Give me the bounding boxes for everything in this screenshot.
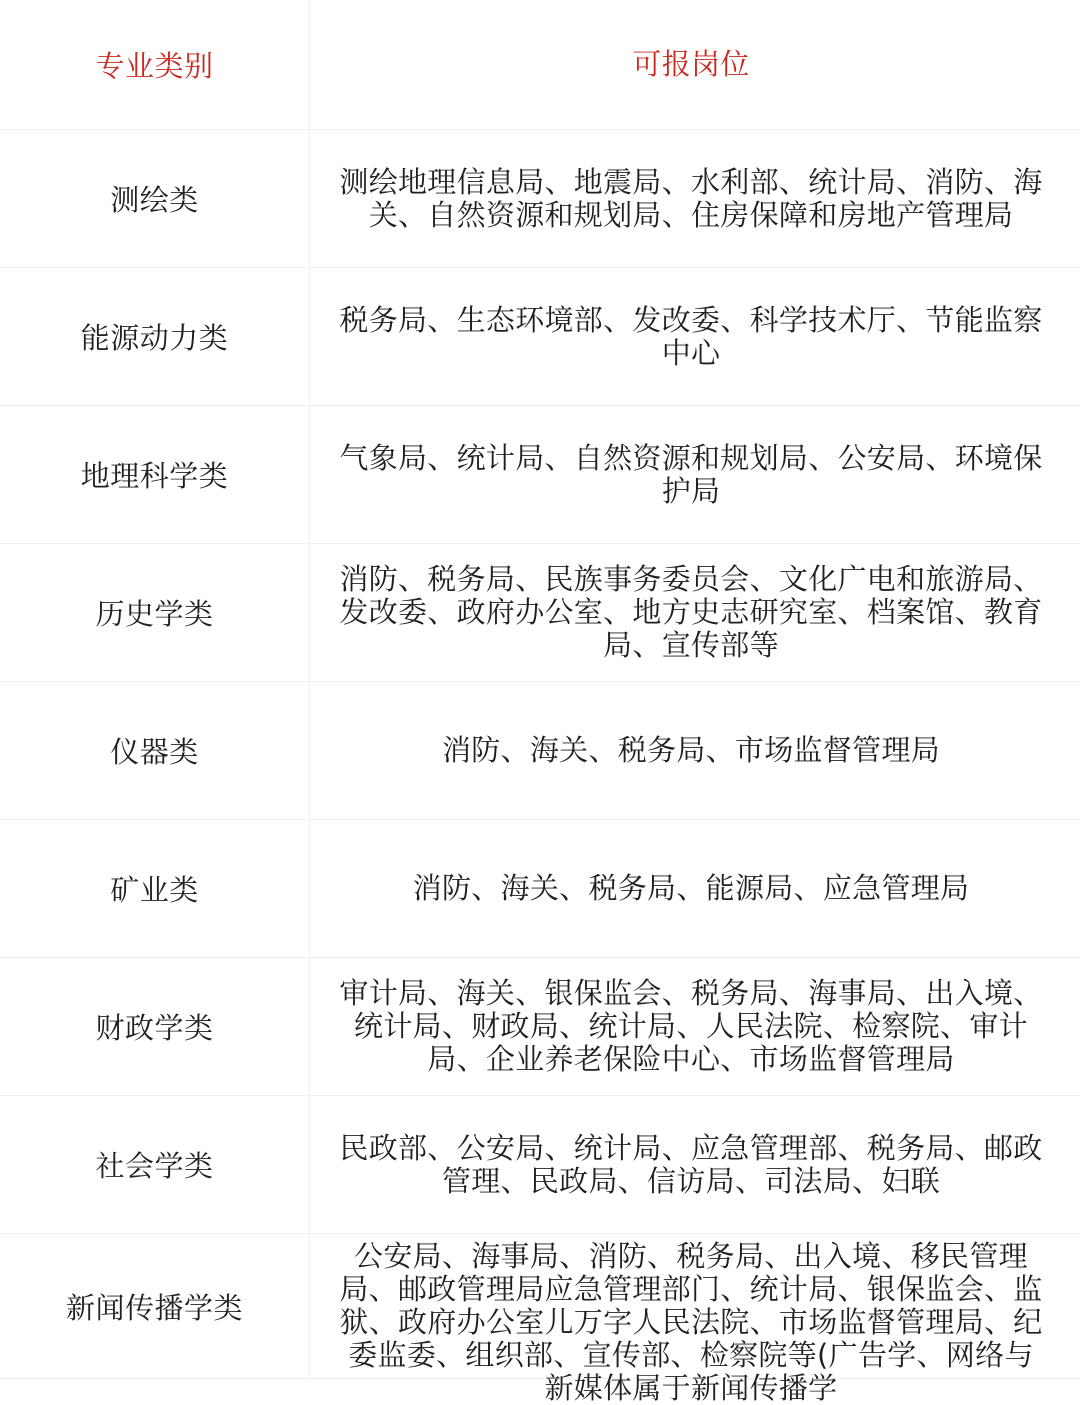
positions-text: 测绘地理信息局、地震局、水利部、统计局、消防、海关、自然资源和规划局、住房保障和房地产管理局 xyxy=(339,164,1043,232)
positions-text: 审计局、海关、银保监会、税务局、海事局、出入境、统计局、财政局、统计局、人民法院、检察院、审计局、企业养老保险中心、市场监督管理局 xyxy=(339,976,1043,1076)
table-row-positions xyxy=(310,544,1080,682)
table-row-category xyxy=(0,406,310,544)
table-row-positions xyxy=(310,1096,1080,1234)
table-row-positions xyxy=(310,1234,1080,1405)
table-row-positions xyxy=(310,682,1080,820)
table-row-positions xyxy=(310,820,1080,958)
table-row-category xyxy=(0,820,310,958)
table-row-category xyxy=(0,1234,310,1379)
category-label: 新闻传播学类 xyxy=(65,1290,243,1325)
category-label: 社会学类 xyxy=(95,1149,214,1183)
table-row-category xyxy=(0,268,310,406)
table-row-category xyxy=(0,958,310,1096)
positions-text: 税务局、生态环境部、发改委、科学技术厅、节能监察中心 xyxy=(339,302,1043,370)
category-label: 财政学类 xyxy=(95,1011,214,1045)
table-row-positions xyxy=(310,268,1080,406)
header-positions xyxy=(310,0,1080,130)
table-row-category xyxy=(0,544,310,682)
category-label: 历史学类 xyxy=(95,597,214,631)
header-category xyxy=(0,0,310,130)
table-row-category xyxy=(0,130,310,268)
category-label: 矿业类 xyxy=(110,873,199,907)
category-label: 仪器类 xyxy=(110,735,199,769)
header-category-label: 专业类别 xyxy=(95,49,214,83)
positions-text: 公安局、海事局、消防、税务局、出入境、移民管理局、邮政管理局应急管理部门、统计局、银保监会、监狱、政府办公室儿万字人民法院、市场监督管理局、纪委监委、组织部、宣传部、检察院等(广告学、网络与新媒体属于新闻传播学 xyxy=(339,1239,1043,1405)
table-row-positions xyxy=(310,406,1080,544)
positions-text: 气象局、统计局、自然资源和规划局、公安局、环境保护局 xyxy=(339,440,1043,508)
table-row-positions xyxy=(310,130,1080,268)
positions-text: 民政部、公安局、统计局、应急管理部、税务局、邮政管理、民政局、信访局、司法局、妇联 xyxy=(339,1130,1043,1198)
table-row-category xyxy=(0,682,310,820)
category-label: 地理科学类 xyxy=(80,459,229,493)
positions-text: 消防、海关、税务局、市场监督管理局 xyxy=(441,733,941,767)
positions-text: 消防、税务局、民族事务委员会、文化广电和旅游局、发改委、政府办公室、地方史志研究室、档案馆、教育局、宣传部等 xyxy=(339,562,1043,662)
category-label: 能源动力类 xyxy=(80,321,229,355)
table-row-positions xyxy=(310,958,1080,1096)
table-row-category xyxy=(0,1096,310,1234)
category-label: 测绘类 xyxy=(110,183,199,217)
header-positions-label: 可报岗位 xyxy=(632,47,750,81)
positions-text: 消防、海关、税务局、能源局、应急管理局 xyxy=(412,871,970,905)
